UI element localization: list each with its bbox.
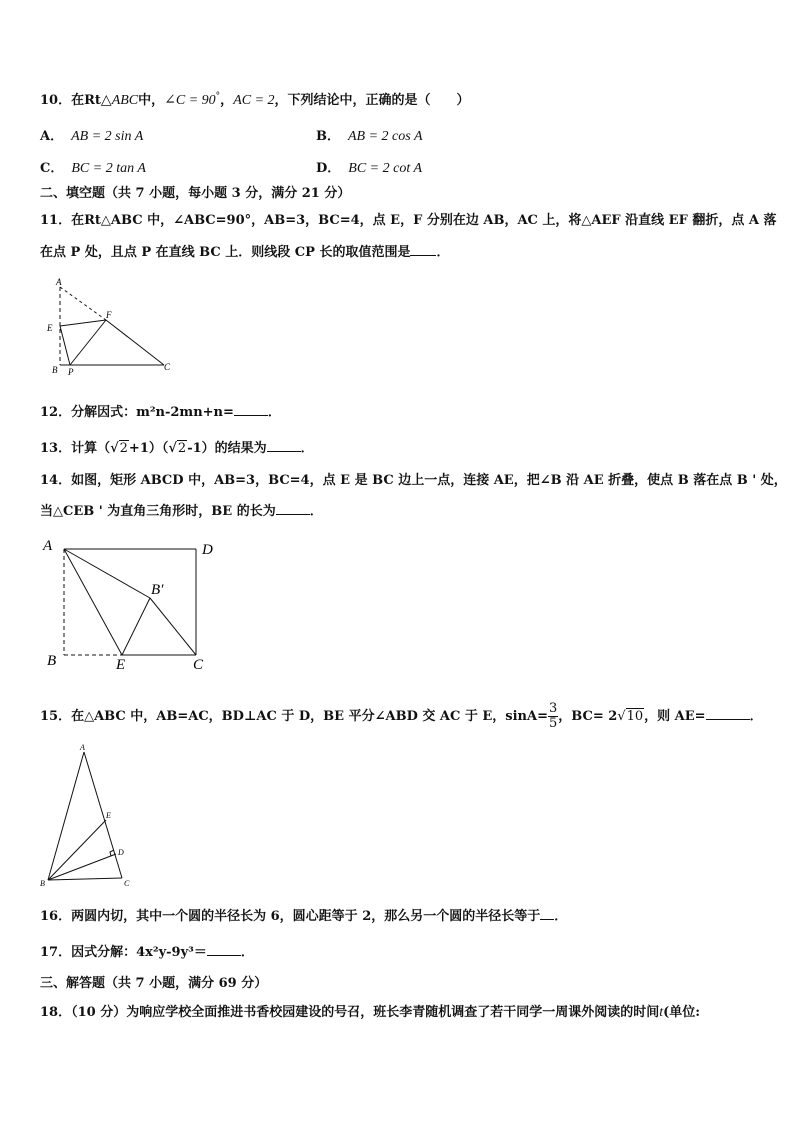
q15-seg-bd (48, 854, 116, 880)
q11-label-a: A (56, 277, 62, 287)
q13-radicand1: 2 (119, 441, 128, 456)
q15-pre: 15．在△ABC 中，AB=AC，BD⊥AC 于 D，BE 平分∠ABD 交 AC 于 E，sinA= (40, 709, 548, 724)
q13-sqrt2: √2 (168, 441, 187, 456)
q11-label-f: F (106, 310, 112, 320)
q15-fraction-num: 3 (548, 701, 558, 716)
q11-label-c: C (164, 362, 171, 372)
q14-label-b: B (47, 653, 57, 669)
q15-mid: ，BC= 2 (558, 709, 618, 724)
q15-label-a: A (80, 743, 85, 752)
q15-seg-bc (48, 878, 122, 880)
section-fill-in-heading: 二、填空题（共 7 小题，每小题 3 分，满分 21 分） (40, 186, 351, 201)
q16-stem (40, 905, 567, 924)
q11-label-p: P (68, 367, 74, 377)
q10-option-a-text: AB = 2 sin A (71, 129, 144, 144)
q10-option-b-text: AB = 2 cos A (348, 129, 423, 144)
q15-sqrt: √10 (617, 709, 644, 724)
q15-post: ，则 AE= (644, 709, 706, 724)
q14-label-a: A (43, 538, 53, 554)
q10-ac: AC = 2 (233, 93, 275, 108)
q16-end: ． (554, 909, 568, 924)
q12-text: 12．分解因式：m²n-2mn+n= (40, 405, 234, 420)
q13-end: ． (300, 441, 314, 456)
q14-line2-text: 当△CEB ' 为直角三角形时，BE 的长为 (40, 504, 276, 519)
q14-label-e: E (116, 657, 126, 673)
q13-sqrt1: √2 (110, 441, 128, 456)
q14-label-d: D (202, 542, 213, 558)
q14-end: ． (309, 504, 323, 519)
q14-line1: 14．如图，矩形 ABCD 中，AB=3，BC=4，点 E 是 BC 边上一点，连接 AE，把∠B 沿 AE 折叠，使点 B 落在点 B ' 处， (40, 473, 787, 488)
q15-fraction-den: 5 (548, 716, 558, 731)
q10-option-b-label: B． (316, 129, 340, 144)
q10-degree: ° (215, 91, 221, 102)
q13-mid: +1）（ (128, 441, 169, 456)
q13-pre: 13．计算（ (40, 441, 111, 456)
q10-option-a-label: A． (40, 129, 64, 144)
q11-label-b: B (52, 365, 58, 375)
q15-end: ． (749, 709, 763, 724)
q10-mid1: 中， (138, 93, 165, 108)
q17-text: 17．因式分解：4x²y-9y³＝ (40, 945, 207, 960)
q10-mid2: ， (220, 93, 234, 108)
q10-pre: 在Rt (71, 93, 101, 108)
q10-triangle-name: ABC (111, 93, 139, 108)
q10-option-c-label: C． (40, 161, 64, 176)
q15-radicand: 10 (626, 709, 644, 724)
q10-post: ，下列结论中，正确的是（ ） (274, 93, 470, 108)
q18-tail: (单位: (663, 1005, 701, 1020)
q13-post: -1）的结果为 (187, 441, 267, 456)
q10-option-c-text: BC = 2 tan A (71, 161, 146, 176)
q13-radicand2: 2 (177, 441, 187, 456)
q11-line2-text: 在点 P 处，且点 P 在直线 BC 上．则线段 CP 长的取值范围是 (40, 245, 411, 260)
q18-variable: t (659, 1005, 664, 1020)
q16-answer-blank[interactable] (540, 907, 554, 920)
q10-number: 10． (40, 93, 72, 108)
q16-text: 16．两圆内切，其中一个圆的半径长为 6，圆心距等于 2，那么另一个圆的半径长等于 (40, 909, 541, 924)
q14-label-c: C (193, 657, 204, 673)
section-solve-heading: 三、解答题（共 7 小题，满分 69 分） (40, 976, 268, 991)
q12-end: ． (267, 405, 281, 420)
q15-label-b: B (40, 879, 45, 888)
q17-answer-blank[interactable] (207, 943, 241, 956)
q17-end: ． (240, 945, 254, 960)
q15-label-e: E (106, 811, 111, 820)
q15-label-c: C (124, 879, 130, 888)
q10-option-d-text: BC = 2 cot A (348, 161, 423, 176)
q10-option-d-label: D． (316, 161, 341, 176)
q18-text: 18．（10 分）为响应学校全面推进书香校园建设的号召，班长李青随机调查了若干同学一周课外阅读的时间 (40, 1005, 660, 1020)
q10-triangle-symbol: △ (100, 93, 112, 108)
q17-stem (40, 941, 254, 960)
q11-label-e: E (47, 323, 53, 333)
q10-angle: ∠C = 90 (164, 93, 216, 108)
q14-label-b-prime: B′ (151, 582, 164, 598)
q15-label-d: D (118, 848, 124, 857)
q18-stem (40, 1001, 700, 1021)
q11-line1: 11．在Rt△ABC 中，∠ABC=90°，AB=3，BC=4，点 E，F 分别在边 AB，AC 上，将△AEF 沿直线 EF 翻折，点 A 落 (40, 213, 777, 228)
q11-end: ． (436, 245, 450, 260)
